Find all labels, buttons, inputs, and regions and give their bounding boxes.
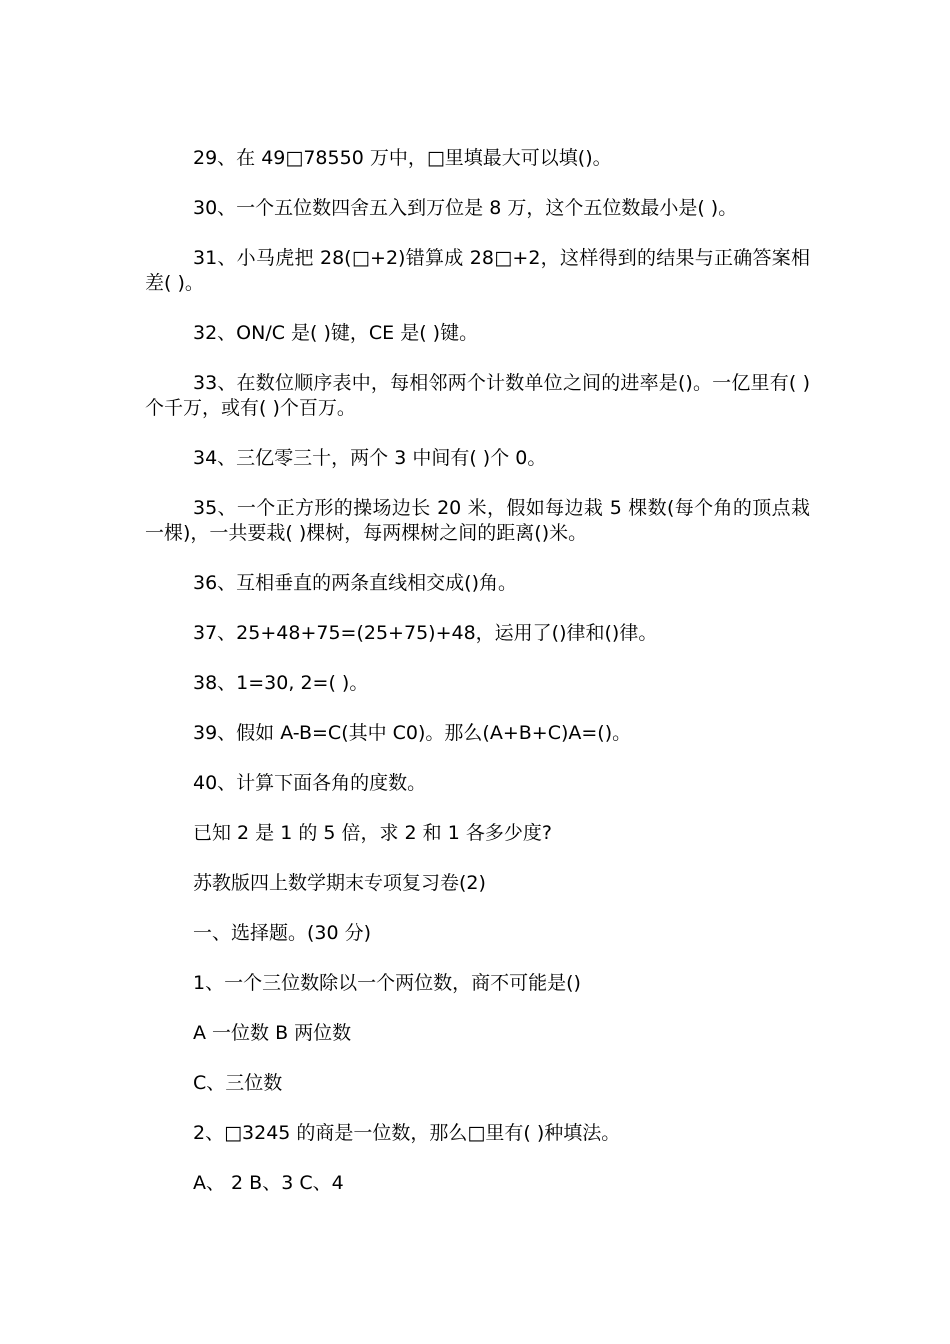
choice-1-options-a-b: A 一位数 B 两位数 [193, 1022, 352, 1044]
question-36: 36、互相垂直的两条直线相交成()角。 [193, 572, 518, 594]
choice-2-options: A、 2 B、3 C、4 [193, 1172, 344, 1194]
question-39: 39、假如 A-B=C(其中 C0)。那么(A+B+C)A=()。 [193, 722, 632, 744]
question-37: 37、25+48+75=(25+75)+48，运用了()律和()律。 [193, 622, 658, 644]
question-34: 34、三亿零三十，两个 3 中间有( )个 0。 [193, 447, 547, 469]
question-29: 29、在 49□78550 万中，□里填最大可以填()。 [193, 147, 612, 169]
question-38: 38、1=30, 2=( )。 [193, 672, 369, 694]
question-40: 40、计算下面各角的度数。 [193, 772, 427, 794]
question-30: 30、一个五位数四舍五入到万位是 8 万，这个五位数最小是( )。 [193, 197, 738, 219]
choice-question-1: 1、一个三位数除以一个两位数，商不可能是() [193, 972, 581, 994]
question-33: 33、在数位顺序表中，每相邻两个计数单位之间的进率是()。一亿里有( )个千万，或有( )个百万。 [145, 372, 810, 419]
question-35: 35、一个正方形的操场边长 20 米，假如每边栽 5 棵数(每个角的顶点栽一棵)，一共要栽( )棵树，每两棵树之间的距离()米。 [145, 497, 810, 544]
question-32: 32、ON/C 是( )键，CE 是( )键。 [193, 322, 479, 344]
question-31: 31、小马虎把 28(□+2)错算成 28□+2，这样得到的结果与正确答案相差( )。 [145, 247, 810, 294]
section-title: 苏教版四上数学期末专项复习卷(2) [193, 872, 486, 894]
document-body [145, 146, 810, 1221]
choice-1-option-c: C、三位数 [193, 1072, 283, 1094]
section-heading: 一、选择题。(30 分) [193, 922, 372, 944]
question-40-subtext: 已知 2 是 1 的 5 倍，求 2 和 1 各多少度? [193, 822, 552, 844]
choice-question-2: 2、□3245 的商是一位数，那么□里有( )种填法。 [193, 1122, 621, 1144]
